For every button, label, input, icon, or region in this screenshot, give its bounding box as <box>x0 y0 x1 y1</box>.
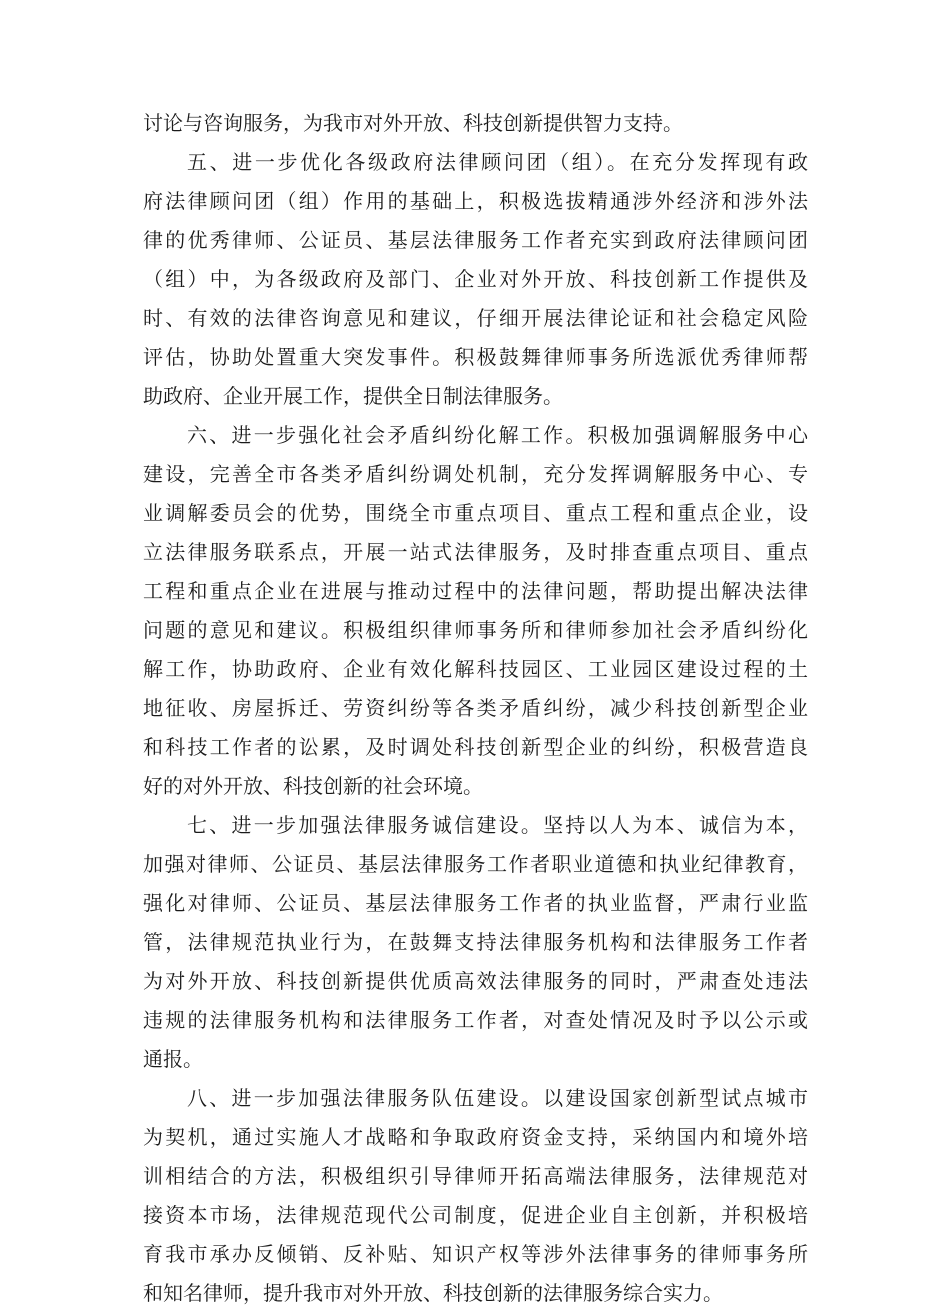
text-line: 为契机，通过实施人才战略和争取政府资金支持，采纳国内和境外培 <box>143 1125 808 1149</box>
text-line: 八、进一步加强法律服务队伍建设。以建设国家创新型试点城市 <box>187 1086 808 1110</box>
text-line: 时、有效的法律咨询意见和建议，仔细开展法律论证和社会稳定风险 <box>143 306 808 330</box>
text-line: 助政府、企业开展工作，提供全日制法律服务。 <box>143 384 563 408</box>
text-line: 律的优秀律师、公证员、基层法律服务工作者充实到政府法律顾问团 <box>143 228 808 252</box>
text-line: 为对外开放、科技创新提供优质高效法律服务的同时，严肃查处违法 <box>143 969 808 993</box>
text-line: 工程和重点企业在进展与推动过程中的法律问题，帮助提出解决法律 <box>143 579 808 603</box>
text-line: 强化对律师、公证员、基层法律服务工作者的执业监督，严肃行业监 <box>143 891 808 915</box>
text-line: 建设，完善全市各类矛盾纠纷调处机制，充分发挥调解服务中心、专 <box>143 462 808 486</box>
text-line: 训相结合的方法，积极组织引导律师开拓高端法律服务，法律规范对 <box>143 1164 808 1188</box>
text-line: 接资本市场，法律规范现代公司制度，促进企业自主创新，并积极培 <box>143 1203 808 1227</box>
text-line: 育我市承办反倾销、反补贴、知识产权等涉外法律事务的律师事务所 <box>143 1242 808 1266</box>
text-line: 好的对外开放、科技创新的社会环境。 <box>143 774 483 798</box>
text-line: 业调解委员会的优势，围绕全市重点项目、重点工程和重点企业，设 <box>143 501 808 525</box>
text-line: 府法律顾问团（组）作用的基础上，积极选拔精通涉外经济和涉外法 <box>143 189 808 213</box>
text-line: 管，法律规范执业行为，在鼓舞支持法律服务机构和法律服务工作者 <box>143 930 808 954</box>
text-line: 五、进一步优化各级政府法律顾问团（组）。在充分发挥现有政 <box>187 150 808 174</box>
text-line: 评估，协助处置重大突发事件。积极鼓舞律师事务所选派优秀律师帮 <box>143 345 808 369</box>
text-line: 和科技工作者的讼累，及时调处科技创新型企业的纠纷，积极营造良 <box>143 735 808 759</box>
text-line: （组）中，为各级政府及部门、企业对外开放、科技创新工作提供及 <box>143 267 808 291</box>
text-line: 和知名律师，提升我市对外开放、科技创新的法律服务综合实力。 <box>143 1281 723 1305</box>
text-line: 解工作，协助政府、企业有效化解科技园区、工业园区建设过程的土 <box>143 657 808 681</box>
text-line: 六、进一步强化社会矛盾纠纷化解工作。积极加强调解服务中心 <box>187 423 808 447</box>
text-line: 违规的法律服务机构和法律服务工作者，对查处情况及时予以公示或 <box>143 1008 808 1032</box>
text-line: 立法律服务联系点，开展一站式法律服务，及时排查重点项目、重点 <box>143 540 808 564</box>
document-body <box>143 104 808 1313</box>
text-line: 加强对律师、公证员、基层法律服务工作者职业道德和执业纪律教育， <box>143 852 808 876</box>
text-line: 问题的意见和建议。积极组织律师事务所和律师参加社会矛盾纠纷化 <box>143 618 808 642</box>
text-line: 通报。 <box>143 1047 203 1071</box>
text-line: 七、进一步加强法律服务诚信建设。坚持以人为本、诚信为本， <box>187 813 808 837</box>
text-line: 地征收、房屋拆迁、劳资纠纷等各类矛盾纠纷，减少科技创新型企业 <box>143 696 808 720</box>
text-line: 讨论与咨询服务，为我市对外开放、科技创新提供智力支持。 <box>143 111 683 135</box>
